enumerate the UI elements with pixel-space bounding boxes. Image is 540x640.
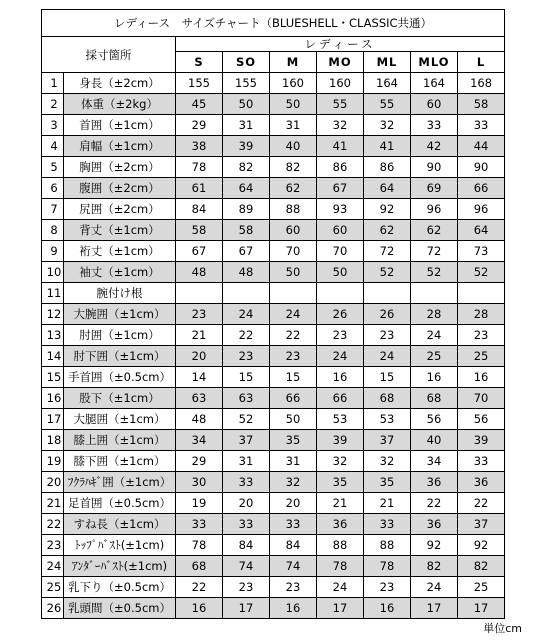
size-value-m: 35 — [270, 430, 317, 451]
row-number: 22 — [42, 514, 64, 535]
size-header-m: M — [270, 52, 317, 73]
size-value-mo: 17 — [317, 598, 364, 619]
row-number: 17 — [42, 409, 64, 430]
size-value-so: 17 — [223, 598, 270, 619]
size-value-m: 66 — [270, 388, 317, 409]
size-value-ml: 21 — [364, 493, 411, 514]
size-value-s: 21 — [176, 325, 223, 346]
size-value-mlo: 40 — [411, 430, 458, 451]
row-number: 9 — [42, 241, 64, 262]
table-row — [42, 472, 505, 493]
size-header-s: S — [176, 52, 223, 73]
size-header-ml: ML — [364, 52, 411, 73]
size-value-so: 33 — [223, 472, 270, 493]
size-value-l: 33 — [458, 451, 505, 472]
size-value-s: 68 — [176, 556, 223, 577]
measurement-label: すね長（±1cm） — [64, 514, 176, 535]
row-number: 13 — [42, 325, 64, 346]
measurement-label: 腹囲（±2cm） — [64, 178, 176, 199]
row-number: 3 — [42, 115, 64, 136]
size-value-m: 50 — [270, 262, 317, 283]
measurement-label: 肩幅（±1cm） — [64, 136, 176, 157]
size-value-so: 63 — [223, 388, 270, 409]
size-value-mlo: 36 — [411, 514, 458, 535]
size-value-mlo: 56 — [411, 409, 458, 430]
size-value-ml: 32 — [364, 115, 411, 136]
size-value-s: 20 — [176, 346, 223, 367]
size-value-so: 23 — [223, 346, 270, 367]
size-value-mo: 50 — [317, 262, 364, 283]
row-number: 10 — [42, 262, 64, 283]
size-value-mlo: 72 — [411, 241, 458, 262]
size-value-l: 16 — [458, 367, 505, 388]
chart-title: レディース サイズチャート（BLUESHELL・CLASSIC共通） — [42, 10, 505, 37]
size-value-ml: 78 — [364, 556, 411, 577]
table-row — [42, 283, 505, 304]
size-value-so: 155 — [223, 73, 270, 94]
row-number: 21 — [42, 493, 64, 514]
measurement-label: 股下（±1cm） — [64, 388, 176, 409]
size-value-mlo: 22 — [411, 493, 458, 514]
measurement-label: 足首囲（±0.5cm） — [64, 493, 176, 514]
table-row — [42, 199, 505, 220]
measurement-label: 乳頭間（±0.5cm） — [64, 598, 176, 619]
size-value-l: 17 — [458, 598, 505, 619]
size-value-l: 66 — [458, 178, 505, 199]
size-value-mo: 93 — [317, 199, 364, 220]
table-row — [42, 94, 505, 115]
size-value-mlo: 36 — [411, 472, 458, 493]
table-row — [42, 577, 505, 598]
size-value-ml: 52 — [364, 262, 411, 283]
row-number: 4 — [42, 136, 64, 157]
size-value-mo: 24 — [317, 346, 364, 367]
row-number: 20 — [42, 472, 64, 493]
size-value-mo: 160 — [317, 73, 364, 94]
size-value-l: 64 — [458, 220, 505, 241]
size-value-mlo: 28 — [411, 304, 458, 325]
measurement-label: 膝下囲（±1cm） — [64, 451, 176, 472]
size-value-s: 67 — [176, 241, 223, 262]
size-value-so: 33 — [223, 514, 270, 535]
size-value-s: 29 — [176, 451, 223, 472]
size-value-mo: 32 — [317, 451, 364, 472]
size-value-mlo: 82 — [411, 556, 458, 577]
size-value-mlo: 24 — [411, 577, 458, 598]
size-value-s: 48 — [176, 262, 223, 283]
measurement-label: 身長（±2cm） — [64, 73, 176, 94]
size-value-mlo: 96 — [411, 199, 458, 220]
size-value-m: 24 — [270, 304, 317, 325]
row-number: 23 — [42, 535, 64, 556]
size-value-m: 15 — [270, 367, 317, 388]
size-value-so: 89 — [223, 199, 270, 220]
table-row — [42, 388, 505, 409]
size-value-so: 67 — [223, 241, 270, 262]
size-value-l: 56 — [458, 409, 505, 430]
size-value-s: 19 — [176, 493, 223, 514]
measurement-label: 背丈（±1cm） — [64, 220, 176, 241]
size-value-ml: 64 — [364, 178, 411, 199]
measurement-label: 大腿囲（±1cm） — [64, 409, 176, 430]
measurement-label: 尻囲（±2cm） — [64, 199, 176, 220]
row-number: 16 — [42, 388, 64, 409]
size-value-mlo: 92 — [411, 535, 458, 556]
size-value-so: 15 — [223, 367, 270, 388]
size-value-s: 45 — [176, 94, 223, 115]
size-value-m: 84 — [270, 535, 317, 556]
size-value-l: 92 — [458, 535, 505, 556]
size-value-mo: 88 — [317, 535, 364, 556]
size-value-s: 23 — [176, 304, 223, 325]
size-header-mo: MO — [317, 52, 364, 73]
measurement-label: 大腕囲（±1cm） — [64, 304, 176, 325]
size-value-l: 90 — [458, 157, 505, 178]
size-value-m: 160 — [270, 73, 317, 94]
size-value-m — [270, 283, 317, 304]
measurement-label: 肘囲（±1cm） — [64, 325, 176, 346]
size-value-ml: 62 — [364, 220, 411, 241]
measurement-label: 胸囲（±2cm） — [64, 157, 176, 178]
size-value-mlo: 68 — [411, 388, 458, 409]
row-number: 19 — [42, 451, 64, 472]
row-number: 26 — [42, 598, 64, 619]
measurement-label: 裄丈（±1cm） — [64, 241, 176, 262]
size-value-l: 58 — [458, 94, 505, 115]
size-value-s: 29 — [176, 115, 223, 136]
row-number: 12 — [42, 304, 64, 325]
measure-header: 採寸箇所 — [42, 37, 176, 73]
size-value-ml: 23 — [364, 577, 411, 598]
unit-note: 単位cm — [483, 622, 522, 635]
size-value-so: 20 — [223, 493, 270, 514]
size-value-ml: 86 — [364, 157, 411, 178]
size-value-mo: 70 — [317, 241, 364, 262]
size-header-mlo: MLO — [411, 52, 458, 73]
table-row — [42, 514, 505, 535]
table-row — [42, 220, 505, 241]
row-number: 8 — [42, 220, 64, 241]
size-value-mlo: 90 — [411, 157, 458, 178]
size-value-m: 23 — [270, 346, 317, 367]
size-value-l: 25 — [458, 346, 505, 367]
size-value-l: 33 — [458, 115, 505, 136]
row-number: 2 — [42, 94, 64, 115]
size-value-mo — [317, 283, 364, 304]
size-value-m: 31 — [270, 115, 317, 136]
size-value-s: 155 — [176, 73, 223, 94]
size-table — [41, 9, 505, 619]
size-value-mo: 26 — [317, 304, 364, 325]
size-value-s: 61 — [176, 178, 223, 199]
size-value-mlo: 52 — [411, 262, 458, 283]
size-value-l: 22 — [458, 493, 505, 514]
row-number: 7 — [42, 199, 64, 220]
size-value-m: 22 — [270, 325, 317, 346]
size-header-so: SO — [223, 52, 270, 73]
size-value-so: 39 — [223, 136, 270, 157]
size-value-so: 50 — [223, 94, 270, 115]
size-value-so: 82 — [223, 157, 270, 178]
size-value-ml: 15 — [364, 367, 411, 388]
size-value-mlo: 25 — [411, 346, 458, 367]
size-value-s: 58 — [176, 220, 223, 241]
table-row — [42, 598, 505, 619]
size-value-m: 70 — [270, 241, 317, 262]
size-value-mo: 53 — [317, 409, 364, 430]
row-number: 14 — [42, 346, 64, 367]
size-value-ml: 16 — [364, 598, 411, 619]
measurement-label: ﾄｯﾌﾟﾊﾞｽﾄ(±1cm) — [64, 535, 176, 556]
size-header-l: L — [458, 52, 505, 73]
ladies-group-header: レディース — [176, 37, 505, 52]
size-value-l: 70 — [458, 388, 505, 409]
size-value-m: 50 — [270, 409, 317, 430]
table-row — [42, 115, 505, 136]
size-value-so: 74 — [223, 556, 270, 577]
size-value-mo: 24 — [317, 577, 364, 598]
measurement-label: ﾌｸﾗﾊｷﾞ囲（±1cm） — [64, 472, 176, 493]
row-number: 18 — [42, 430, 64, 451]
size-value-mo: 36 — [317, 514, 364, 535]
size-value-m: 82 — [270, 157, 317, 178]
size-value-m: 40 — [270, 136, 317, 157]
size-value-ml: 55 — [364, 94, 411, 115]
measurement-label: ｱﾝﾀﾞｰﾊﾞｽﾄ(±1cm) — [64, 556, 176, 577]
size-value-ml: 164 — [364, 73, 411, 94]
size-value-mo: 60 — [317, 220, 364, 241]
size-value-mo: 35 — [317, 472, 364, 493]
size-value-ml: 32 — [364, 451, 411, 472]
size-value-so: 22 — [223, 325, 270, 346]
row-number: 24 — [42, 556, 64, 577]
size-value-m: 32 — [270, 472, 317, 493]
size-value-ml: 24 — [364, 346, 411, 367]
size-value-mo: 16 — [317, 367, 364, 388]
size-value-mlo: 17 — [411, 598, 458, 619]
size-value-mo: 32 — [317, 115, 364, 136]
size-value-m: 20 — [270, 493, 317, 514]
measurement-label: 体重（±2kg） — [64, 94, 176, 115]
size-value-l: 36 — [458, 472, 505, 493]
table-row — [42, 367, 505, 388]
table-row — [42, 157, 505, 178]
size-value-m: 16 — [270, 598, 317, 619]
size-value-so: 31 — [223, 451, 270, 472]
row-number: 11 — [42, 283, 64, 304]
size-value-s: 22 — [176, 577, 223, 598]
size-value-l: 82 — [458, 556, 505, 577]
size-value-ml: 68 — [364, 388, 411, 409]
size-value-mlo: 33 — [411, 115, 458, 136]
measurement-label: 腕付け根 — [64, 283, 176, 304]
size-value-ml: 23 — [364, 325, 411, 346]
row-number: 1 — [42, 73, 64, 94]
size-value-s — [176, 283, 223, 304]
size-value-l: 37 — [458, 514, 505, 535]
measurement-label: 袖丈（±1cm） — [64, 262, 176, 283]
size-value-s: 14 — [176, 367, 223, 388]
size-value-mlo: 164 — [411, 73, 458, 94]
size-value-s: 33 — [176, 514, 223, 535]
size-value-m: 23 — [270, 577, 317, 598]
size-value-ml: 26 — [364, 304, 411, 325]
size-value-s: 34 — [176, 430, 223, 451]
measurement-label: 膝上囲（±1cm） — [64, 430, 176, 451]
table-row — [42, 304, 505, 325]
size-value-s: 30 — [176, 472, 223, 493]
table-row — [42, 241, 505, 262]
size-value-ml: 92 — [364, 199, 411, 220]
size-value-ml — [364, 283, 411, 304]
size-value-mlo: 24 — [411, 325, 458, 346]
table-row — [42, 409, 505, 430]
table-row — [42, 325, 505, 346]
table-row — [42, 451, 505, 472]
size-value-mlo: 62 — [411, 220, 458, 241]
table-row — [42, 556, 505, 577]
size-value-l: 52 — [458, 262, 505, 283]
size-value-l: 23 — [458, 325, 505, 346]
size-value-so: 84 — [223, 535, 270, 556]
size-value-m: 74 — [270, 556, 317, 577]
row-number: 6 — [42, 178, 64, 199]
table-row — [42, 73, 505, 94]
size-value-l: 44 — [458, 136, 505, 157]
measurement-label: 肘下囲（±1cm） — [64, 346, 176, 367]
size-value-so: 52 — [223, 409, 270, 430]
table-row — [42, 136, 505, 157]
size-value-l: 96 — [458, 199, 505, 220]
size-value-m: 33 — [270, 514, 317, 535]
size-value-so: 24 — [223, 304, 270, 325]
measurement-label: 手首囲（±0.5cm） — [64, 367, 176, 388]
size-value-mo: 66 — [317, 388, 364, 409]
size-value-m: 88 — [270, 199, 317, 220]
table-row — [42, 178, 505, 199]
size-value-s: 48 — [176, 409, 223, 430]
size-value-l: 25 — [458, 577, 505, 598]
measurement-label: 乳下り（±0.5cm） — [64, 577, 176, 598]
table-row — [42, 430, 505, 451]
table-row — [42, 493, 505, 514]
size-value-mlo: 16 — [411, 367, 458, 388]
size-value-l: 73 — [458, 241, 505, 262]
size-value-s: 78 — [176, 157, 223, 178]
table-row — [42, 535, 505, 556]
size-value-ml: 35 — [364, 472, 411, 493]
size-value-s: 78 — [176, 535, 223, 556]
size-value-l: 28 — [458, 304, 505, 325]
size-value-mo: 41 — [317, 136, 364, 157]
size-value-s: 38 — [176, 136, 223, 157]
table-row — [42, 346, 505, 367]
size-value-mlo: 69 — [411, 178, 458, 199]
size-value-ml: 41 — [364, 136, 411, 157]
table-row — [42, 262, 505, 283]
size-value-so — [223, 283, 270, 304]
size-value-ml: 72 — [364, 241, 411, 262]
size-value-so: 48 — [223, 262, 270, 283]
size-value-m: 31 — [270, 451, 317, 472]
size-value-mlo: 60 — [411, 94, 458, 115]
size-value-mo: 78 — [317, 556, 364, 577]
row-number: 5 — [42, 157, 64, 178]
size-value-mo: 55 — [317, 94, 364, 115]
size-value-so: 37 — [223, 430, 270, 451]
size-value-l: 168 — [458, 73, 505, 94]
size-value-mo: 21 — [317, 493, 364, 514]
size-chart — [41, 9, 505, 619]
size-value-mo: 39 — [317, 430, 364, 451]
size-value-m: 62 — [270, 178, 317, 199]
size-value-mo: 86 — [317, 157, 364, 178]
row-number: 15 — [42, 367, 64, 388]
size-value-mo: 23 — [317, 325, 364, 346]
size-value-mlo — [411, 283, 458, 304]
size-value-m: 50 — [270, 94, 317, 115]
size-value-so: 31 — [223, 115, 270, 136]
size-value-s: 63 — [176, 388, 223, 409]
size-value-mlo: 42 — [411, 136, 458, 157]
size-value-mlo: 34 — [411, 451, 458, 472]
size-value-l — [458, 283, 505, 304]
size-value-l: 39 — [458, 430, 505, 451]
size-value-ml: 53 — [364, 409, 411, 430]
size-value-so: 58 — [223, 220, 270, 241]
measurement-label: 首囲（±1cm） — [64, 115, 176, 136]
row-number: 25 — [42, 577, 64, 598]
size-value-ml: 37 — [364, 430, 411, 451]
size-value-ml: 33 — [364, 514, 411, 535]
size-value-mo: 67 — [317, 178, 364, 199]
size-value-ml: 88 — [364, 535, 411, 556]
size-value-so: 23 — [223, 577, 270, 598]
size-value-s: 16 — [176, 598, 223, 619]
size-value-so: 64 — [223, 178, 270, 199]
size-value-s: 84 — [176, 199, 223, 220]
size-value-m: 60 — [270, 220, 317, 241]
